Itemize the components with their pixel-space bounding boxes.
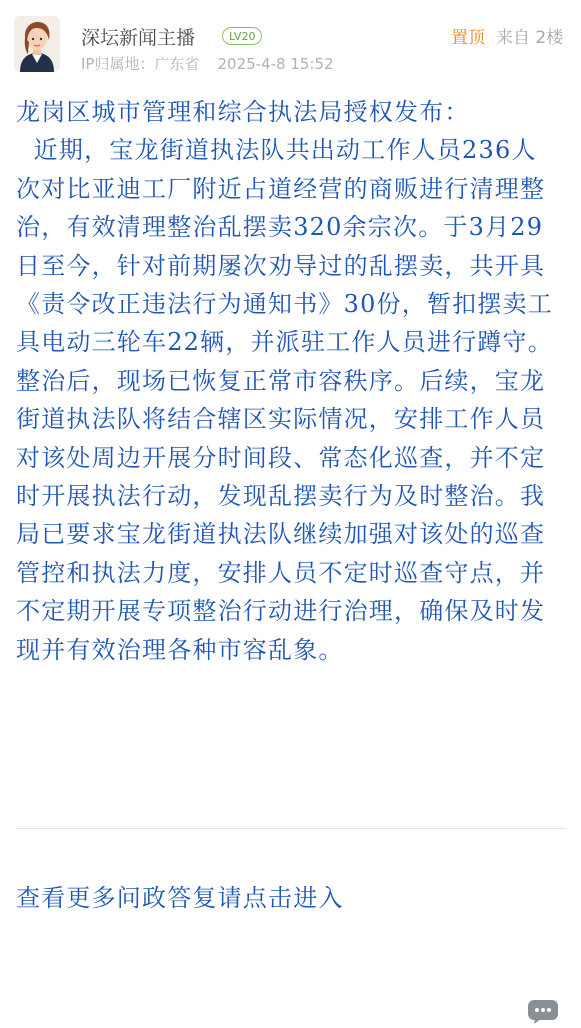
comment-bubble-icon — [526, 999, 560, 1024]
divider — [16, 828, 566, 829]
content-paragraph-body: 近期，宝龙街道执法队共出动工作人员236人次对比亚迪工厂附近占道经营的商贩进行清理整治，有效清理整治乱摆卖320余宗次。于3月29日至今，针对前期屡次劝导过的乱摆卖，共开具《责令改正违法行为通知书》30份，暂扣摆卖工具电动三轮车22辆，并派驻工作人员进行蹲守。整治后，现场已恢复正常市容秩序。后续，宝龙街道执法队将结合辖区实际情况，安排工作人员对该处周边开展分时间段、常态化巡查，并不定时开展执法行动，发现乱摆卖行为及时整治。我局已要求宝龙街道执法队继续加强对该处的巡查管控和执法力度，安排人员不定时巡查守点，并不定期开展专项整治行动进行治理，确保及时发现并有效治理各种市容乱象。 — [16, 136, 553, 664]
comment-button[interactable] — [526, 999, 560, 1024]
avatar[interactable] — [14, 16, 60, 72]
post-content — [16, 93, 556, 669]
ip-location: IP归属地：广东省 — [81, 55, 200, 73]
more-replies-link[interactable]: 查看更多问政答复请点击进入 — [16, 884, 344, 912]
author-name[interactable]: 深坛新闻主播 — [81, 27, 196, 49]
pinned-label: 置顶 — [451, 28, 485, 48]
post-time: 2025-4-8 15:52 — [217, 55, 334, 73]
level-badge: LV20 — [222, 27, 262, 45]
floor-label: 来自 2楼 — [496, 28, 564, 48]
post-header — [0, 0, 581, 92]
content-paragraph-title: 龙岗区城市管理和综合执法局授权发布： — [16, 98, 470, 126]
post-meta — [81, 53, 334, 75]
avatar-image — [14, 16, 60, 72]
